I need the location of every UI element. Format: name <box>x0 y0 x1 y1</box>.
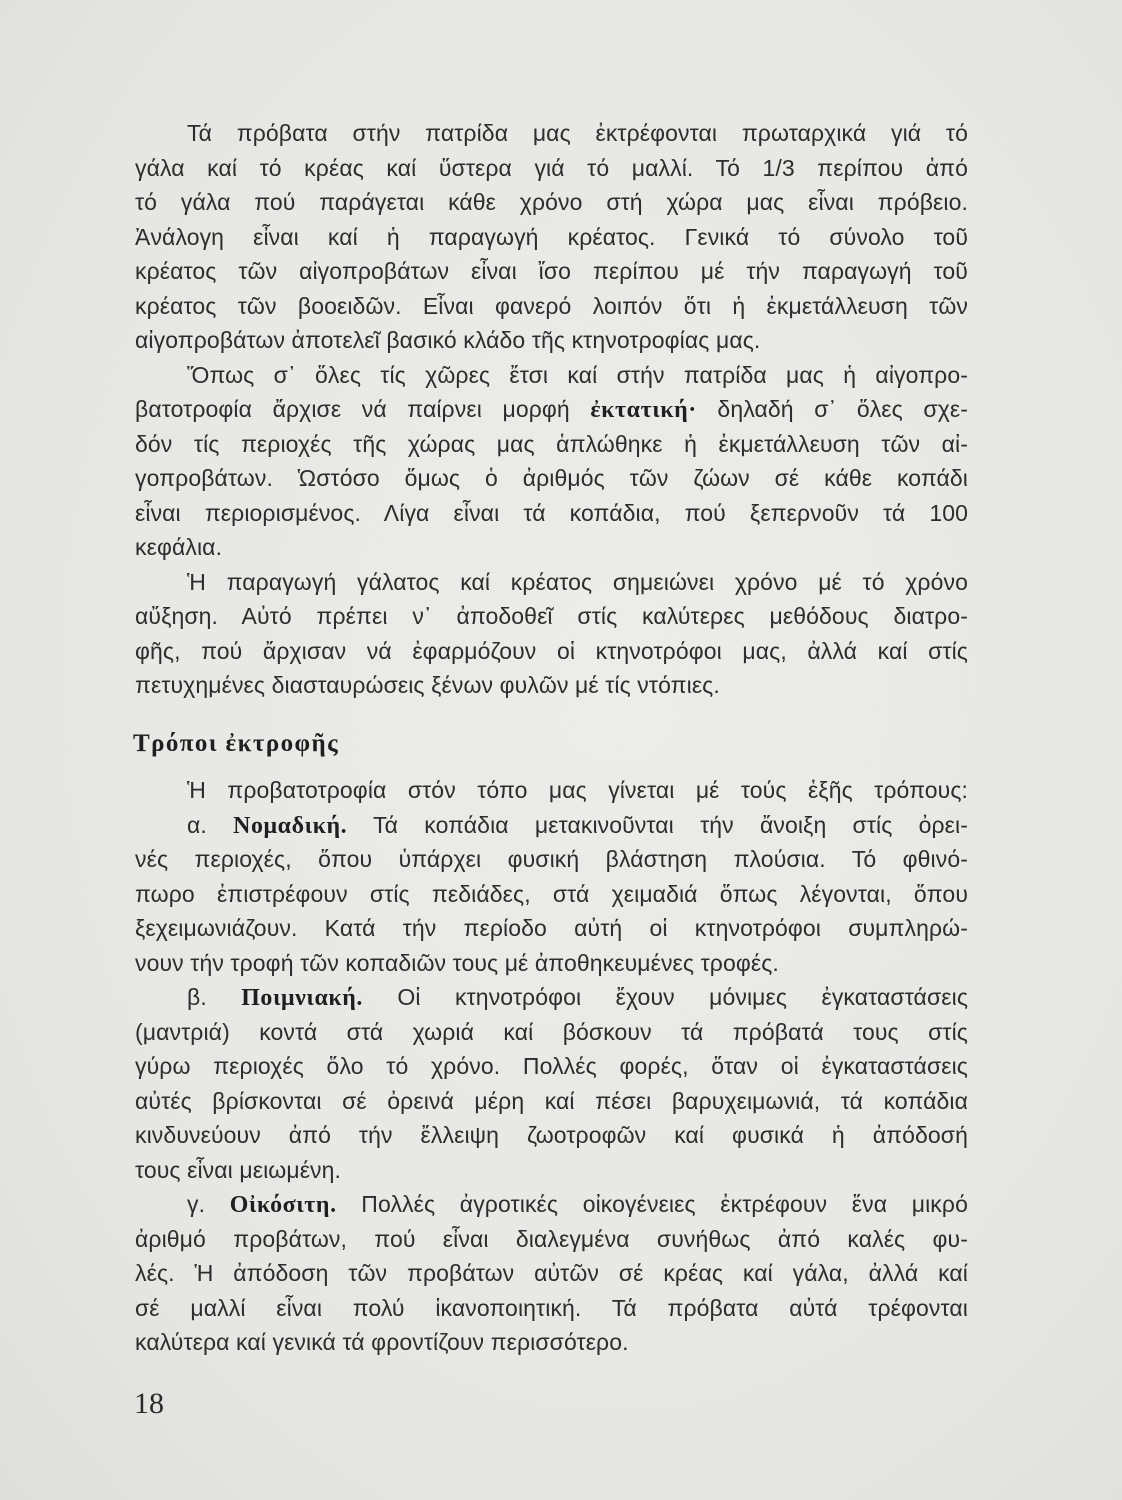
text-segment: βατοτροφία ἄρχισε νά παίρνει μορφή <box>135 396 591 422</box>
text-line: τό γάλα πού παράγεται κάθε χρόνο στή χώρα μας εἶναι πρόβειο. <box>135 189 968 215</box>
text-line: νές περιοχές, ὅπου ὑπάρχει φυσική βλάστηση πλούσια. Τό φθινό- <box>135 846 968 872</box>
text-line: Ἡ παραγωγή γάλατος καί κρέατος σημειώνει χρόνο μέ τό χρόνο <box>187 568 968 595</box>
text-line: πετυχημένες διασταυρώσεις ξένων φυλῶν μέ τίς ντόπιες. <box>135 672 720 698</box>
text-line: Ἀνάλογη εἶναι καί ἡ παραγωγή κρέατος. Γενικά τό σύνολο τοῦ <box>135 223 968 250</box>
text-line: πωρο ἐπιστρέφουν στίς πεδιάδες, στά χειμαδιά ὅπως λέγονται, ὅπου <box>135 880 968 907</box>
text-line: κρέατος τῶν αἰγοπροβάτων εἶναι ἴσο περίπου μέ τήν παραγωγή τοῦ <box>135 258 968 284</box>
bold-term: Οἰκόσιτη. <box>229 1192 337 1218</box>
section-heading: Τρόποι ἐκτροφῆς <box>133 730 340 757</box>
text-line <box>135 1187 968 1222</box>
bold-term: ἐκτατική· <box>590 397 697 423</box>
text-line: ἀριθμό προβάτων, πού εἶναι διαλεγμένα συνήθως ἀπό καλές φυ- <box>135 1225 968 1252</box>
text-segment: γ. <box>187 1191 230 1217</box>
text-line: δόν τίς περιοχές τῆς χώρας μας ἁπλώθηκε ἡ ἐκμετάλλευση τῶν αἰ- <box>135 430 968 457</box>
text-line: καλύτερα καί γενικά τά φροντίζουν περισσότερο. <box>135 1329 629 1355</box>
text-line: γάλα καί τό κρέας καί ὕστερα γιά τό μαλλί. Τό 1/3 περίπου ἀπό <box>135 154 968 181</box>
page-number: 18 <box>134 1387 164 1420</box>
text-line: αὐτές βρίσκονται σέ ὀρεινά μέρη καί πέσει βαρυχειμωνιά, τά κοπάδια <box>135 1087 968 1114</box>
bold-term: Ποιμνιακή. <box>241 985 364 1011</box>
text-line: νουν τήν τροφή τῶν κοπαδιῶν τους μέ ἀποθηκευμένες τροφές. <box>135 949 779 976</box>
text-segment: Οἱ κτηνοτρόφοι ἔχουν μόνιμες ἐγκαταστάσεις <box>363 984 968 1010</box>
text-line: αὔξηση. Αὐτό πρέπει ν᾽ ἀποδοθεῖ στίς καλύτερες μεθόδους διατρο- <box>135 603 968 629</box>
text-line <box>135 392 968 427</box>
text-line: κρέατος τῶν βοοειδῶν. Εἶναι φανερό λοιπόν ὅτι ἡ ἐκμετάλλευση τῶν <box>135 292 968 319</box>
bold-term: Νομαδική. <box>233 812 348 839</box>
text-line: ξεχειμωνιάζουν. Κατά τήν περίοδο αὐτή οἱ κτηνοτρόφοι συμπληρώ- <box>135 915 968 941</box>
text-segment: δηλαδή σ᾽ ὅλες σχε- <box>696 396 968 422</box>
text-segment: α. <box>187 811 234 838</box>
text-line: γύρω περιοχές ὅλο τό χρόνο. Πολλές φορές, ὅταν οἱ ἐγκαταστάσεις <box>135 1053 968 1079</box>
text-line: σέ μαλλί εἶναι πολύ ἱκανοποιητική. Τά πρόβατα αὐτά τρέφονται <box>135 1294 968 1321</box>
text-line <box>135 808 968 843</box>
intro-text-block <box>135 116 968 703</box>
text-line: Ὅπως σ᾽ ὅλες τίς χῶρες ἔτσι καί στήν πατρίδα μας ἡ αἰγοπρο- <box>187 361 968 388</box>
text-line: εἶναι περιορισμένος. Λίγα εἶναι τά κοπάδια, πού ξεπερνοῦν τά 100 <box>135 499 968 526</box>
text-line <box>135 980 968 1015</box>
text-line: φῆς, πού ἄρχισαν νά ἐφαρμόζουν οἱ κτηνοτρόφοι μας, ἀλλά καί στίς <box>135 637 968 664</box>
text-segment: β. <box>187 984 242 1010</box>
text-line: (μαντριά) κοντά στά χωριά καί βόσκουν τά πρόβατά τους στίς <box>135 1018 968 1045</box>
text-line: τους εἶναι μειωμένη. <box>135 1156 342 1183</box>
text-line: Τά πρόβατα στήν πατρίδα μας ἐκτρέφονται πρωταρχικά γιά τό <box>187 120 968 146</box>
text-segment: Πολλές ἀγροτικές οἰκογένειες ἐκτρέφουν ἕνα μικρό <box>336 1191 968 1217</box>
text-segment: Τά κοπάδια μετακινοῦνται τήν ἄνοιξη στίς ὀρει- <box>347 811 968 838</box>
text-line: κινδυνεύουν ἀπό τήν ἔλλειψη ζωοτροφῶν καί φυσικά ἡ ἀπόδοσή <box>135 1122 968 1148</box>
methods-text-block <box>135 773 968 1360</box>
text-line: λές. Ἡ ἀπόδοση τῶν προβάτων αὐτῶν σέ κρέας καί γάλα, ἀλλά καί <box>135 1260 968 1286</box>
text-line: Ἡ προβατοτροφία στόν τόπο μας γίνεται μέ τούς ἑξῆς τρόπους: <box>187 777 968 803</box>
text-line: κεφάλια. <box>135 534 223 560</box>
text-line: γοπροβάτων. Ὡστόσο ὅμως ὁ ἀριθμός τῶν ζώων σέ κάθε κοπάδι <box>135 465 968 491</box>
text-line: αἰγοπροβάτων ἀποτελεῖ βασικό κλάδο τῆς κτηνοτροφίας μας. <box>135 327 761 353</box>
